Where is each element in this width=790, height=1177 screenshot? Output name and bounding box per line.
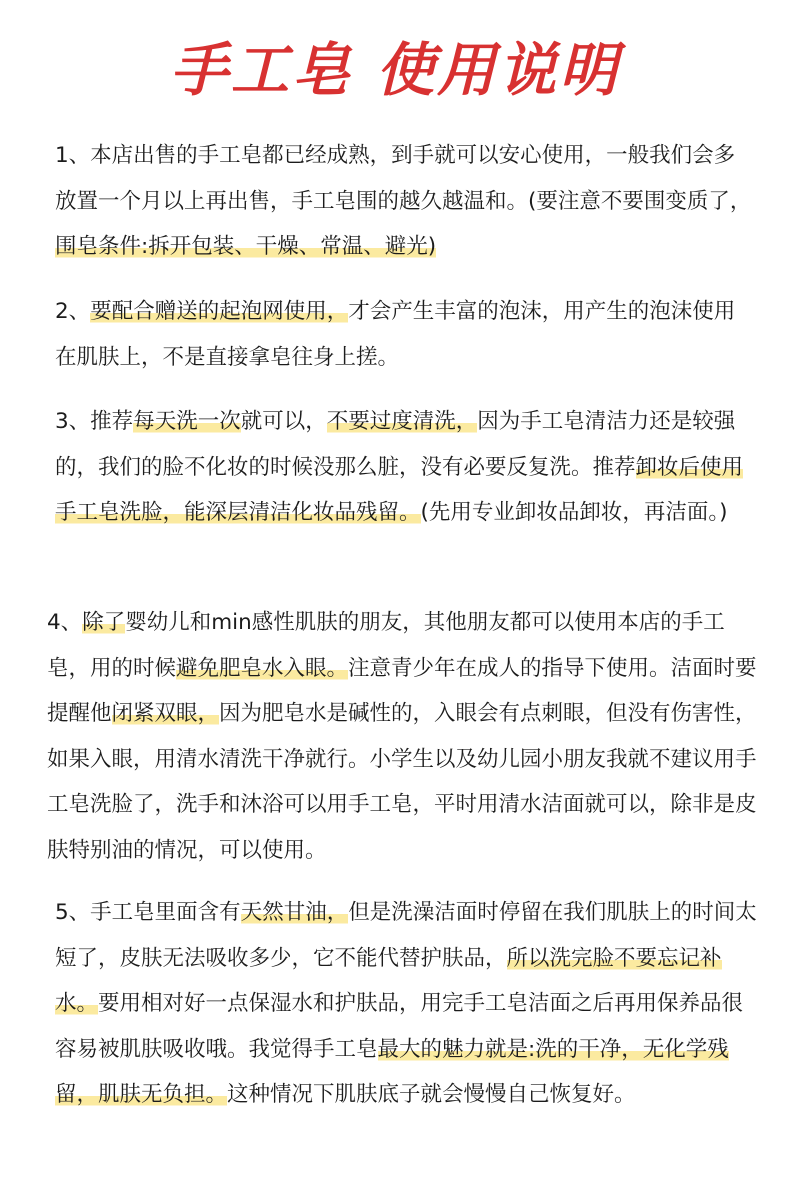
highlighted-text: 不要过度清洗，	[326, 409, 478, 434]
highlighted-text: 闭紧双眼，	[111, 701, 220, 726]
instruction-paragraph-5	[55, 890, 760, 1118]
paragraph-text: 因为手工皂清洁力还是较强的，我们的脸不化妆的时候没那么脏，没有必要反复洗。推荐	[55, 409, 736, 480]
paragraph-text: 但是洗澡洁面时停留在我们肌肤上的时间太短了，皮肤无法吸收多少，它不能代替护肤品，	[55, 900, 757, 971]
paragraph-text: 要用相对好一点保湿水和护肤品，用完手工皂洁面之后再用保养品很容易被肌肤吸收哦。我觉得手工皂	[55, 991, 744, 1062]
highlighted-text: 除了	[82, 610, 126, 635]
instruction-paragraph-2	[55, 289, 755, 380]
highlighted-text: 避免肥皂水入眼。	[176, 655, 349, 681]
page-title: 手工皂 使用说明	[169, 36, 621, 104]
paragraph-text: 3、推荐	[55, 409, 134, 434]
instruction-paragraph-3	[55, 399, 755, 536]
paragraph-text: 1、本店出售的手工皂都已经成熟，到手就可以安心使用，一般我们会多放置一个月以上再出售，手工皂围的越久越温和。(要注意不要围变质了，	[55, 143, 752, 214]
highlighted-text: 要配合赠送的起泡网使用，	[90, 299, 349, 324]
instruction-paragraph-4	[47, 600, 767, 873]
paragraph-text: 5、手工皂里面含有	[55, 900, 241, 925]
paragraph-text: 就可以，	[240, 409, 327, 434]
paragraph-text: (先用专业卸妆品卸妆，再洁面。)	[420, 500, 728, 525]
instruction-paragraph-1	[55, 133, 755, 270]
highlighted-text: 每天洗一次	[133, 409, 241, 434]
highlighted-text: 最大的魅力就是:洗的干净，无化学残留，肌肤无负担。	[55, 1036, 729, 1107]
paragraph-text: 4、	[47, 610, 83, 635]
paragraph-text: 这种情况下肌肤底子就会慢慢自己恢复好。	[227, 1082, 636, 1107]
paragraph-text: 注意青少年在成人的指导下使用。洁面时要提醒他	[47, 655, 757, 726]
highlighted-text: 所以洗完脸不要忘记补水。	[55, 945, 722, 1016]
paragraph-text: 2、	[55, 299, 91, 324]
highlighted-text: 卸妆后使用手工皂洗脸，能深层清洁化妆品残留。	[55, 454, 744, 525]
paragraph-text: 因为肥皂水是碱性的，入眼会有点刺眼，但没有伤害性，如果入眼，用清水清洗干净就行。小学生以及幼儿园小朋友我就不建议用手工皂洗脸了，洗手和沐浴可以用手工皂，平时用清水洁面就可以，除非是皮肤特别油的情况，可以使用。	[47, 701, 757, 863]
highlighted-text: 围皂条件:拆开包装、干燥、常温、避光)	[55, 234, 437, 259]
paragraph-text: 婴幼儿和min感性肌肤的朋友，其他朋友都可以使用本店的手工皂，用的时候	[47, 610, 725, 681]
highlighted-text: 天然甘油，	[240, 900, 349, 925]
paragraph-text: 才会产生丰富的泡沫，用产生的泡沫使用在肌肤上，不是直接拿皂往身上搓。	[55, 299, 736, 370]
